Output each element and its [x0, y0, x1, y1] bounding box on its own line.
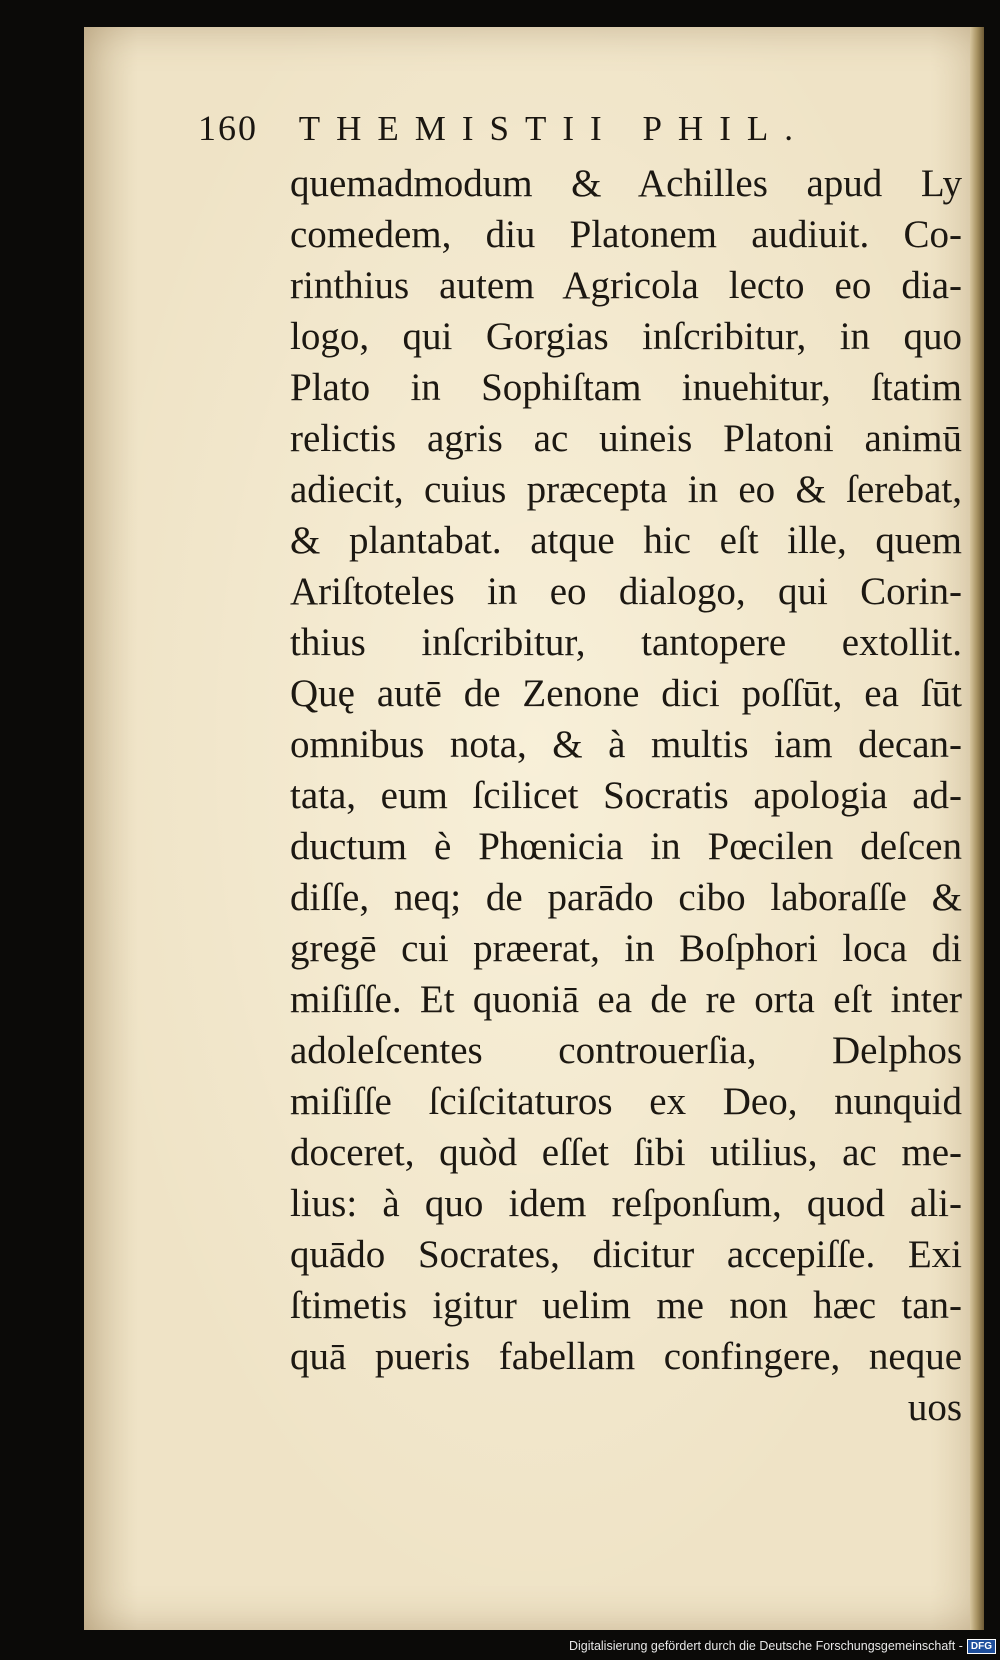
credit-text: Digitalisierung gefördert durch die Deutsche Forschungsgemeinschaft -: [568, 1639, 963, 1653]
running-header: [198, 107, 938, 157]
page-number: 160: [198, 108, 258, 148]
page-edge: [970, 27, 984, 1630]
text-line: thius inſcribitur, tantopere extollit.: [290, 621, 962, 664]
text-line: quemadmodum & Achilles apud Ly: [290, 162, 962, 205]
digitization-credit: [569, 1636, 996, 1656]
text-line: Plato in Sophiſtam inuehitur, ſtatim: [290, 366, 962, 409]
text-line: Quę autē de Zenone dici poſſūt, ea ſūt: [290, 672, 962, 715]
text-line: miſiſſe ſciſcitaturos ex Deo, nunquid: [290, 1080, 962, 1123]
text-line: & plantabat. atque hic eſt ille, quem: [290, 519, 962, 562]
text-line: relictis agris ac uineis Platoni animū: [290, 417, 962, 460]
text-line: diſſe, neq; de parādo cibo laboraſſe &: [290, 876, 962, 919]
text-line: gregē cui præerat, in Boſphori loca di: [290, 927, 962, 970]
text-line: comedem, diu Platonem audiuit. Co-: [290, 213, 962, 256]
text-line: adiecit, cuius præcepta in eo & ſerebat,: [290, 468, 962, 511]
page-text: [290, 158, 962, 1433]
text-line: quādo Socrates, dicitur accepiſſe. Exi: [290, 1233, 962, 1276]
text-line: adoleſcentes controuerſia, Delphos: [290, 1029, 962, 1072]
text-line: logo, qui Gorgias inſcribitur, in quo: [290, 315, 962, 358]
catchword: uos: [907, 1386, 962, 1429]
text-line: omnibus nota, & à multis iam decan-: [290, 723, 962, 766]
text-line: lius: à quo idem reſponſum, quod ali-: [290, 1182, 962, 1225]
text-line: Ariſtoteles in eo dialogo, qui Corin-: [290, 570, 962, 613]
dfg-logo-icon: DFG: [967, 1639, 996, 1654]
text-line: ductum è Phœnicia in Pœcilen deſcen: [290, 825, 962, 868]
text-line: ſtimetis igitur uelim me non hæc tan-: [290, 1284, 962, 1327]
running-title: THEMISTII PHIL.: [298, 109, 809, 148]
text-line: miſiſſe. Et quoniā ea de re orta eſt inter: [290, 978, 962, 1021]
text-line: quā pueris fabellam confingere, neque: [290, 1335, 962, 1378]
text-line: tata, eum ſcilicet Socratis apologia ad-: [290, 774, 962, 817]
text-line: doceret, quòd eſſet ſibi utilius, ac me-: [290, 1131, 962, 1174]
text-line: rinthius autem Agricola lecto eo dia-: [290, 264, 962, 307]
